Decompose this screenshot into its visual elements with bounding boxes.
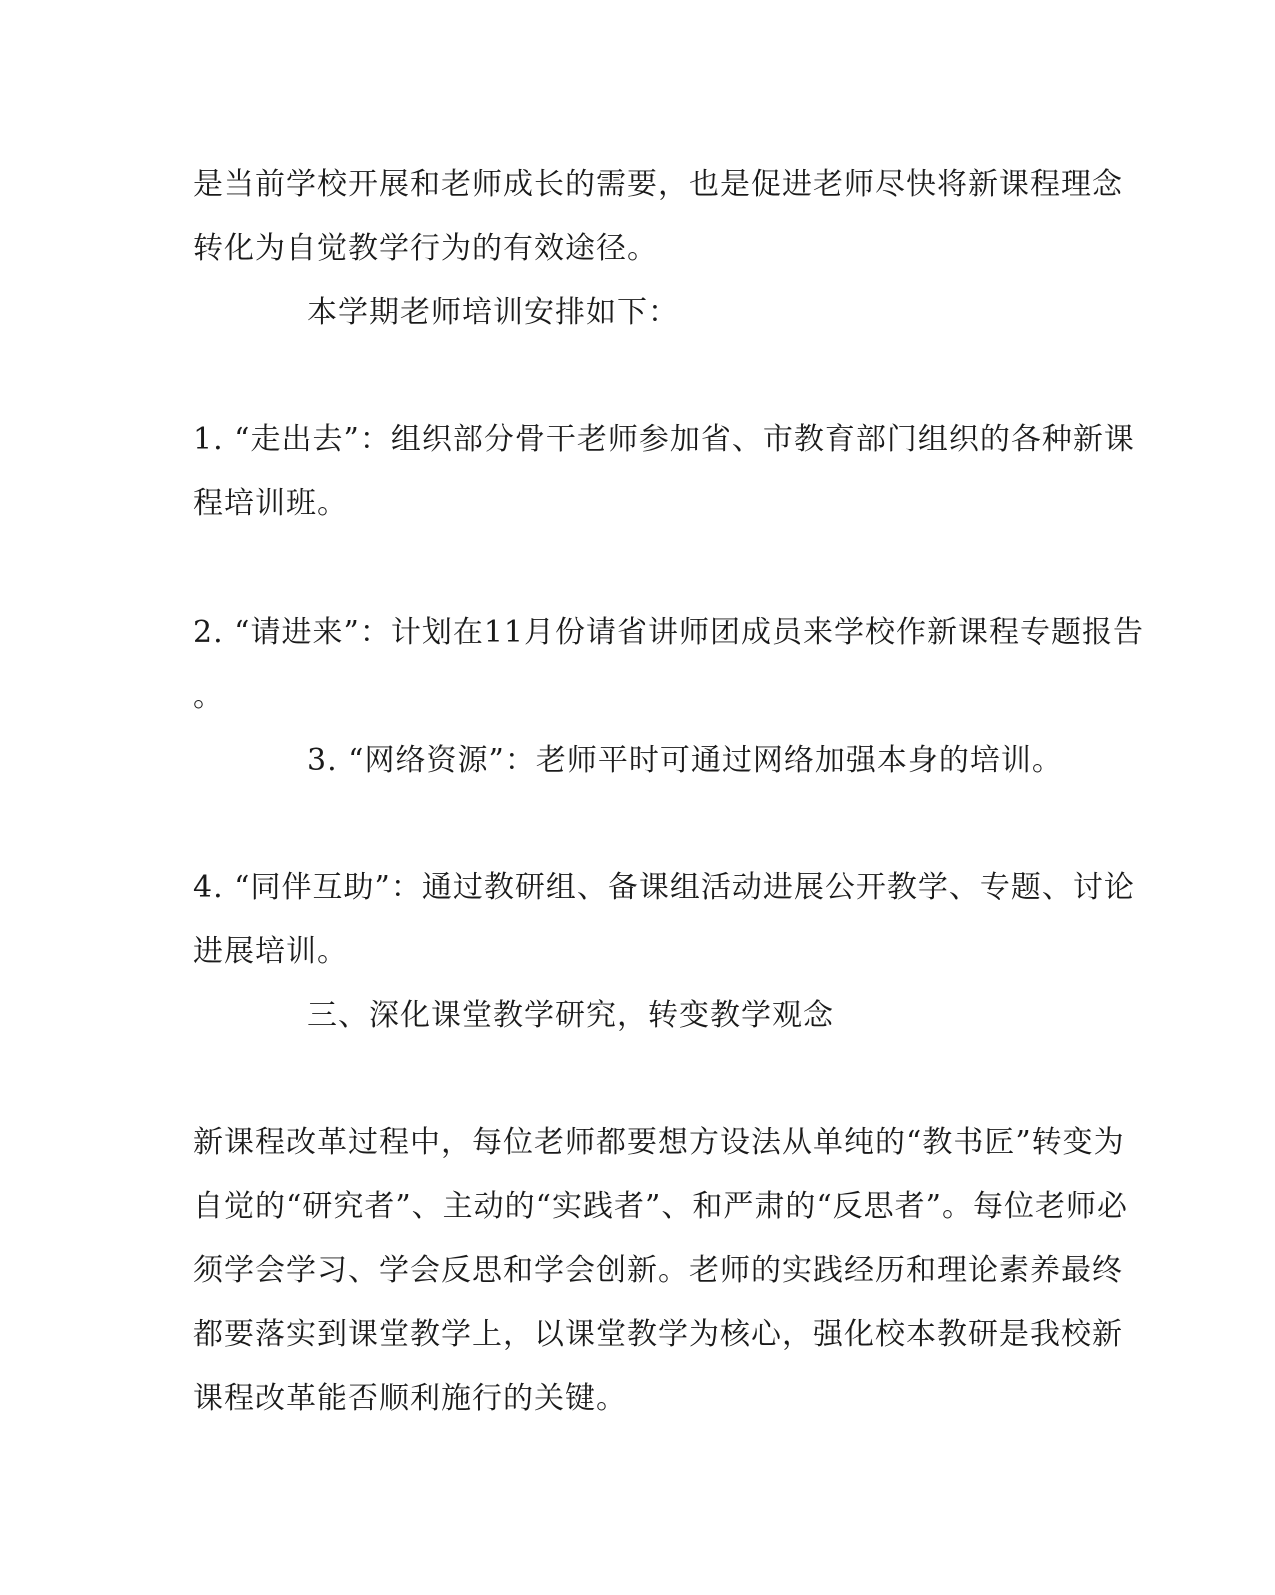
list-item-line: 4. “同伴互助”：通过教研组、备课组活动进展公开教学、专题、讨论 — [193, 870, 1135, 905]
paragraph-line: 须学会学习、学会反思和学会创新。老师的实践经历和理论素养最终 — [193, 1253, 1123, 1288]
paragraph-line: 新课程改革过程中，每位老师都要想方设法从单纯的“教书匠”转变为 — [193, 1125, 1125, 1160]
list-item-line: 1. “走出去”：组织部分骨干老师参加省、市教育部门组织的各种新课 — [193, 422, 1135, 457]
paragraph-line: 课程改革能否顺利施行的关键。 — [193, 1381, 627, 1416]
paragraph-line: 转化为自觉教学行为的有效途径。 — [193, 231, 658, 266]
list-item-line: 程培训班。 — [193, 486, 348, 521]
paragraph-line: 本学期老师培训安排如下： — [307, 295, 679, 330]
paragraph-line: 都要落实到课堂教学上，以课堂教学为核心，强化校本教研是我校新 — [193, 1317, 1123, 1352]
list-item-line: 3. “网络资源”：老师平时可通过网络加强本身的培训。 — [307, 743, 1063, 778]
paragraph-line: 自觉的“研究者”、主动的“实践者”、和严肃的“反思者”。每位老师必 — [193, 1189, 1129, 1224]
paragraph-line: 是当前学校开展和老师成长的需要，也是促进老师尽快将新课程理念 — [193, 167, 1123, 202]
list-item-line: 进展培训。 — [193, 934, 348, 969]
list-item-line: 2. “请进来”：计划在11月份请省讲师团成员来学校作新课程专题报告 — [193, 615, 1145, 650]
list-item-line: 。 — [193, 679, 224, 714]
section-heading: 三、深化课堂教学研究，转变教学观念 — [307, 998, 834, 1033]
